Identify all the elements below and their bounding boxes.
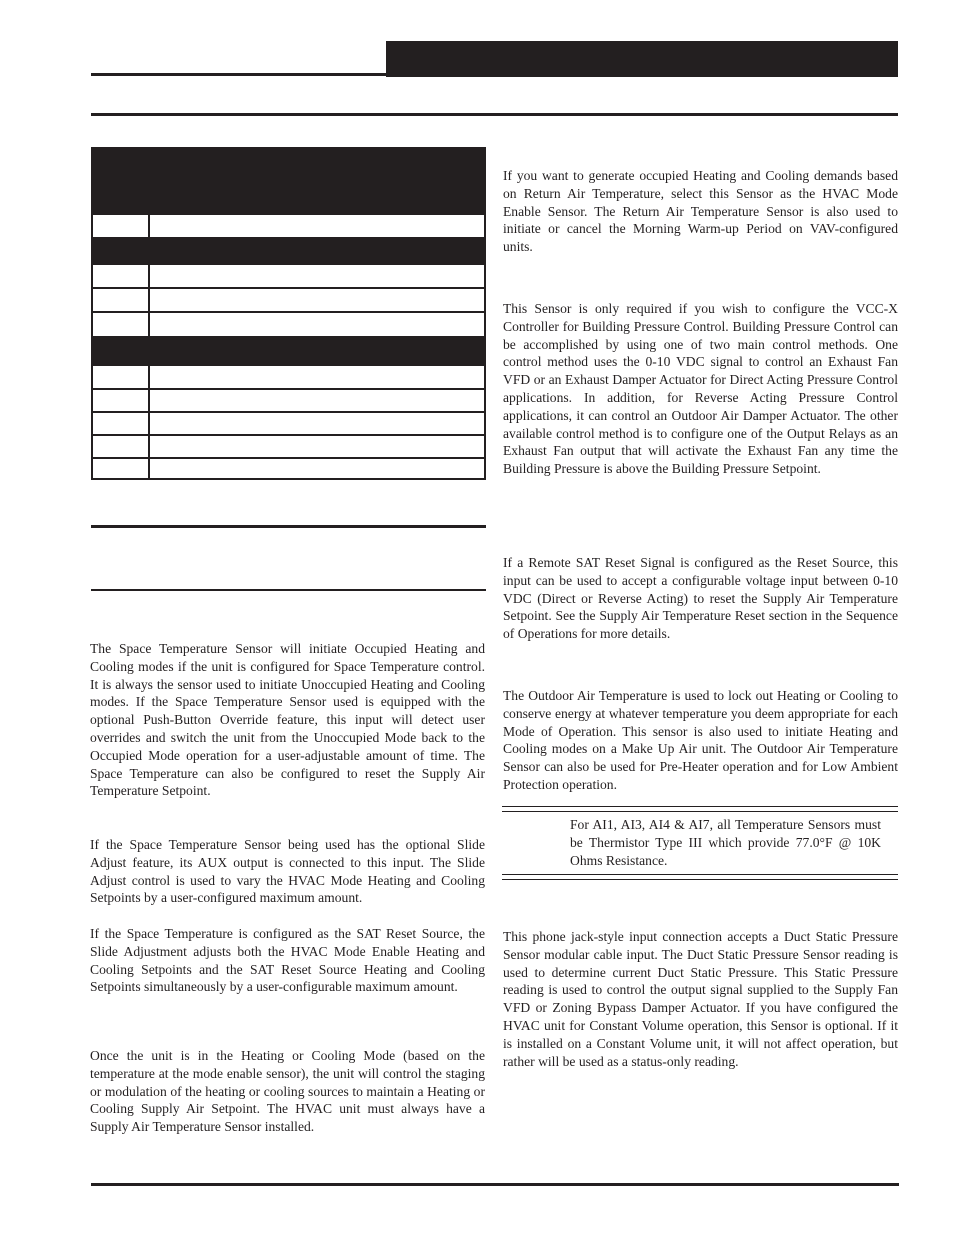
left-section-rule-bottom xyxy=(91,589,486,591)
return-air-temp-paragraph: If you want to generate occupied Heating and Cooling demands based on Return Air Temperature, select this Sensor as the HVAC Mode Enable Sensor. The Return Air Temperature Sensor is also used to initiate or cancel the Morning Warm-up Period on VAV-configured units. xyxy=(503,168,898,255)
input-table xyxy=(91,147,486,480)
table-header xyxy=(93,149,484,215)
duct-static-pressure-paragraph: This phone jack-style input connection accepts a Duct Static Pressure Sensor modular cable input. The Duct Static Pressure Sensor reading is used to determine current Duct Static Pressure. This Static Pressure reading is used to control the output signal supplied to the Supply Fan VFD or Zoning Bypass Damper Actuator. If you have configured the HVAC unit for Constant Volume operation, this Sensor is optional. If it is installed on a Constant Volume unit, it will not affect operation, but rather will be used as a status-only reading. xyxy=(503,929,898,1069)
section-top-rule xyxy=(91,113,898,116)
note-rule-bottom-inner xyxy=(502,879,898,880)
table-row xyxy=(93,434,484,457)
slide-adjust-paragraph: If the Space Temperature Sensor being used has the optional Slide Adjust feature, its AUX output is connected to this input. The Slide Adjust control is used to vary the HVAC Mode Heating and Cooling Setpoints by a user-configured maximum amount. xyxy=(90,837,485,906)
note-rule-top xyxy=(502,806,898,807)
table-section-row xyxy=(93,237,484,263)
table-row xyxy=(93,213,484,237)
table-row xyxy=(93,311,484,336)
left-section-rule-top xyxy=(91,525,486,528)
note-rule-top-inner xyxy=(502,811,898,812)
building-pressure-paragraph: This Sensor is only required if you wish to configure the VCC-X Controller for Building Pressure Control. Building Pressure Control can be accomplished by using one of two main control methods. One control method uses the 0-10 VDC signal to control an Exhaust Fan VFD or an Exhaust Damper Actuator for Direct Acting Pressure Control applications. In addition, for Reverse Acting Pressure Control applications, it can control an Outdoor Air Damper Actuator. The other available control method is to configure one of the Output Relays as an Exhaust Fan output that will activate the Exhaust Fan any time the Building Pressure is above the Building Pressure Setpoint. xyxy=(503,301,898,477)
table-row xyxy=(93,411,484,434)
footer-rule xyxy=(91,1183,899,1186)
table-section-row xyxy=(93,336,484,364)
supply-air-temp-paragraph: Once the unit is in the Heating or Cooling Mode (based on the temperature at the mode enable sensor), the unit will control the staging or modulation of the heating or cooling sources to maintain a Heating or Cooling Supply Air Setpoint. The HVAC unit must always have a Supply Air Temperature Sensor installed. xyxy=(90,1048,485,1135)
thermistor-note: For AI1, AI3, AI4 & AI7, all Temperature Sensors must be Thermistor Type III which provide 77.0°F @ 10K Ohms Resistance. xyxy=(570,817,881,868)
header-left-rule xyxy=(91,73,386,76)
outdoor-air-temp-paragraph: The Outdoor Air Temperature is used to lock out Heating or Cooling to conserve energy at whatever temperature you deem appropriate for each Mode of Operation. This sensor is also used to initiate Heating and Cooling modes on a Make Up Air unit. The Outdoor Air Temperature Sensor can also be used for Pre-Heater operation and for Low Ambient Protection operation. xyxy=(503,688,898,792)
header-title-band xyxy=(386,41,898,77)
table-row xyxy=(93,388,484,411)
remote-sat-reset-paragraph: If a Remote SAT Reset Signal is configured as the Reset Source, this input can be used to accept a configurable voltage input between 0-10 VDC (Direct or Reverse Acting) to reset the Supply Air Temperature Setpoint. See the Supply Air Temperature Reset section in the Sequence of Operations for more details. xyxy=(503,555,898,642)
table-row xyxy=(93,364,484,388)
sat-reset-source-paragraph: If the Space Temperature is configured as the SAT Reset Source, the Slide Adjustment adjusts both the HVAC Mode Enable Heating and Cooling Setpoints and the SAT Reset Source Heating and Cooling Setpoints simultaneously by a user-configurable maximum amount. xyxy=(90,926,485,995)
table-row xyxy=(93,287,484,311)
space-temp-sensor-paragraph: The Space Temperature Sensor will initiate Occupied Heating and Cooling modes if the unit is configured for Space Temperature control. It is always the sensor used to initiate Unoccupied Heating and Cooling modes. If the Space Temperature Sensor used is equipped with the optional Push-Button Override feature, this input will detect user overrides and switch the unit from the Unoccupied Mode back to the Occupied Mode operation for a user-adjustable amount of time. The Space Temperature can also be configured to reset the Supply Air Temperature Setpoint. xyxy=(90,641,485,799)
table-row xyxy=(93,263,484,287)
table-row xyxy=(93,457,484,480)
note-rule-bottom xyxy=(502,874,898,875)
